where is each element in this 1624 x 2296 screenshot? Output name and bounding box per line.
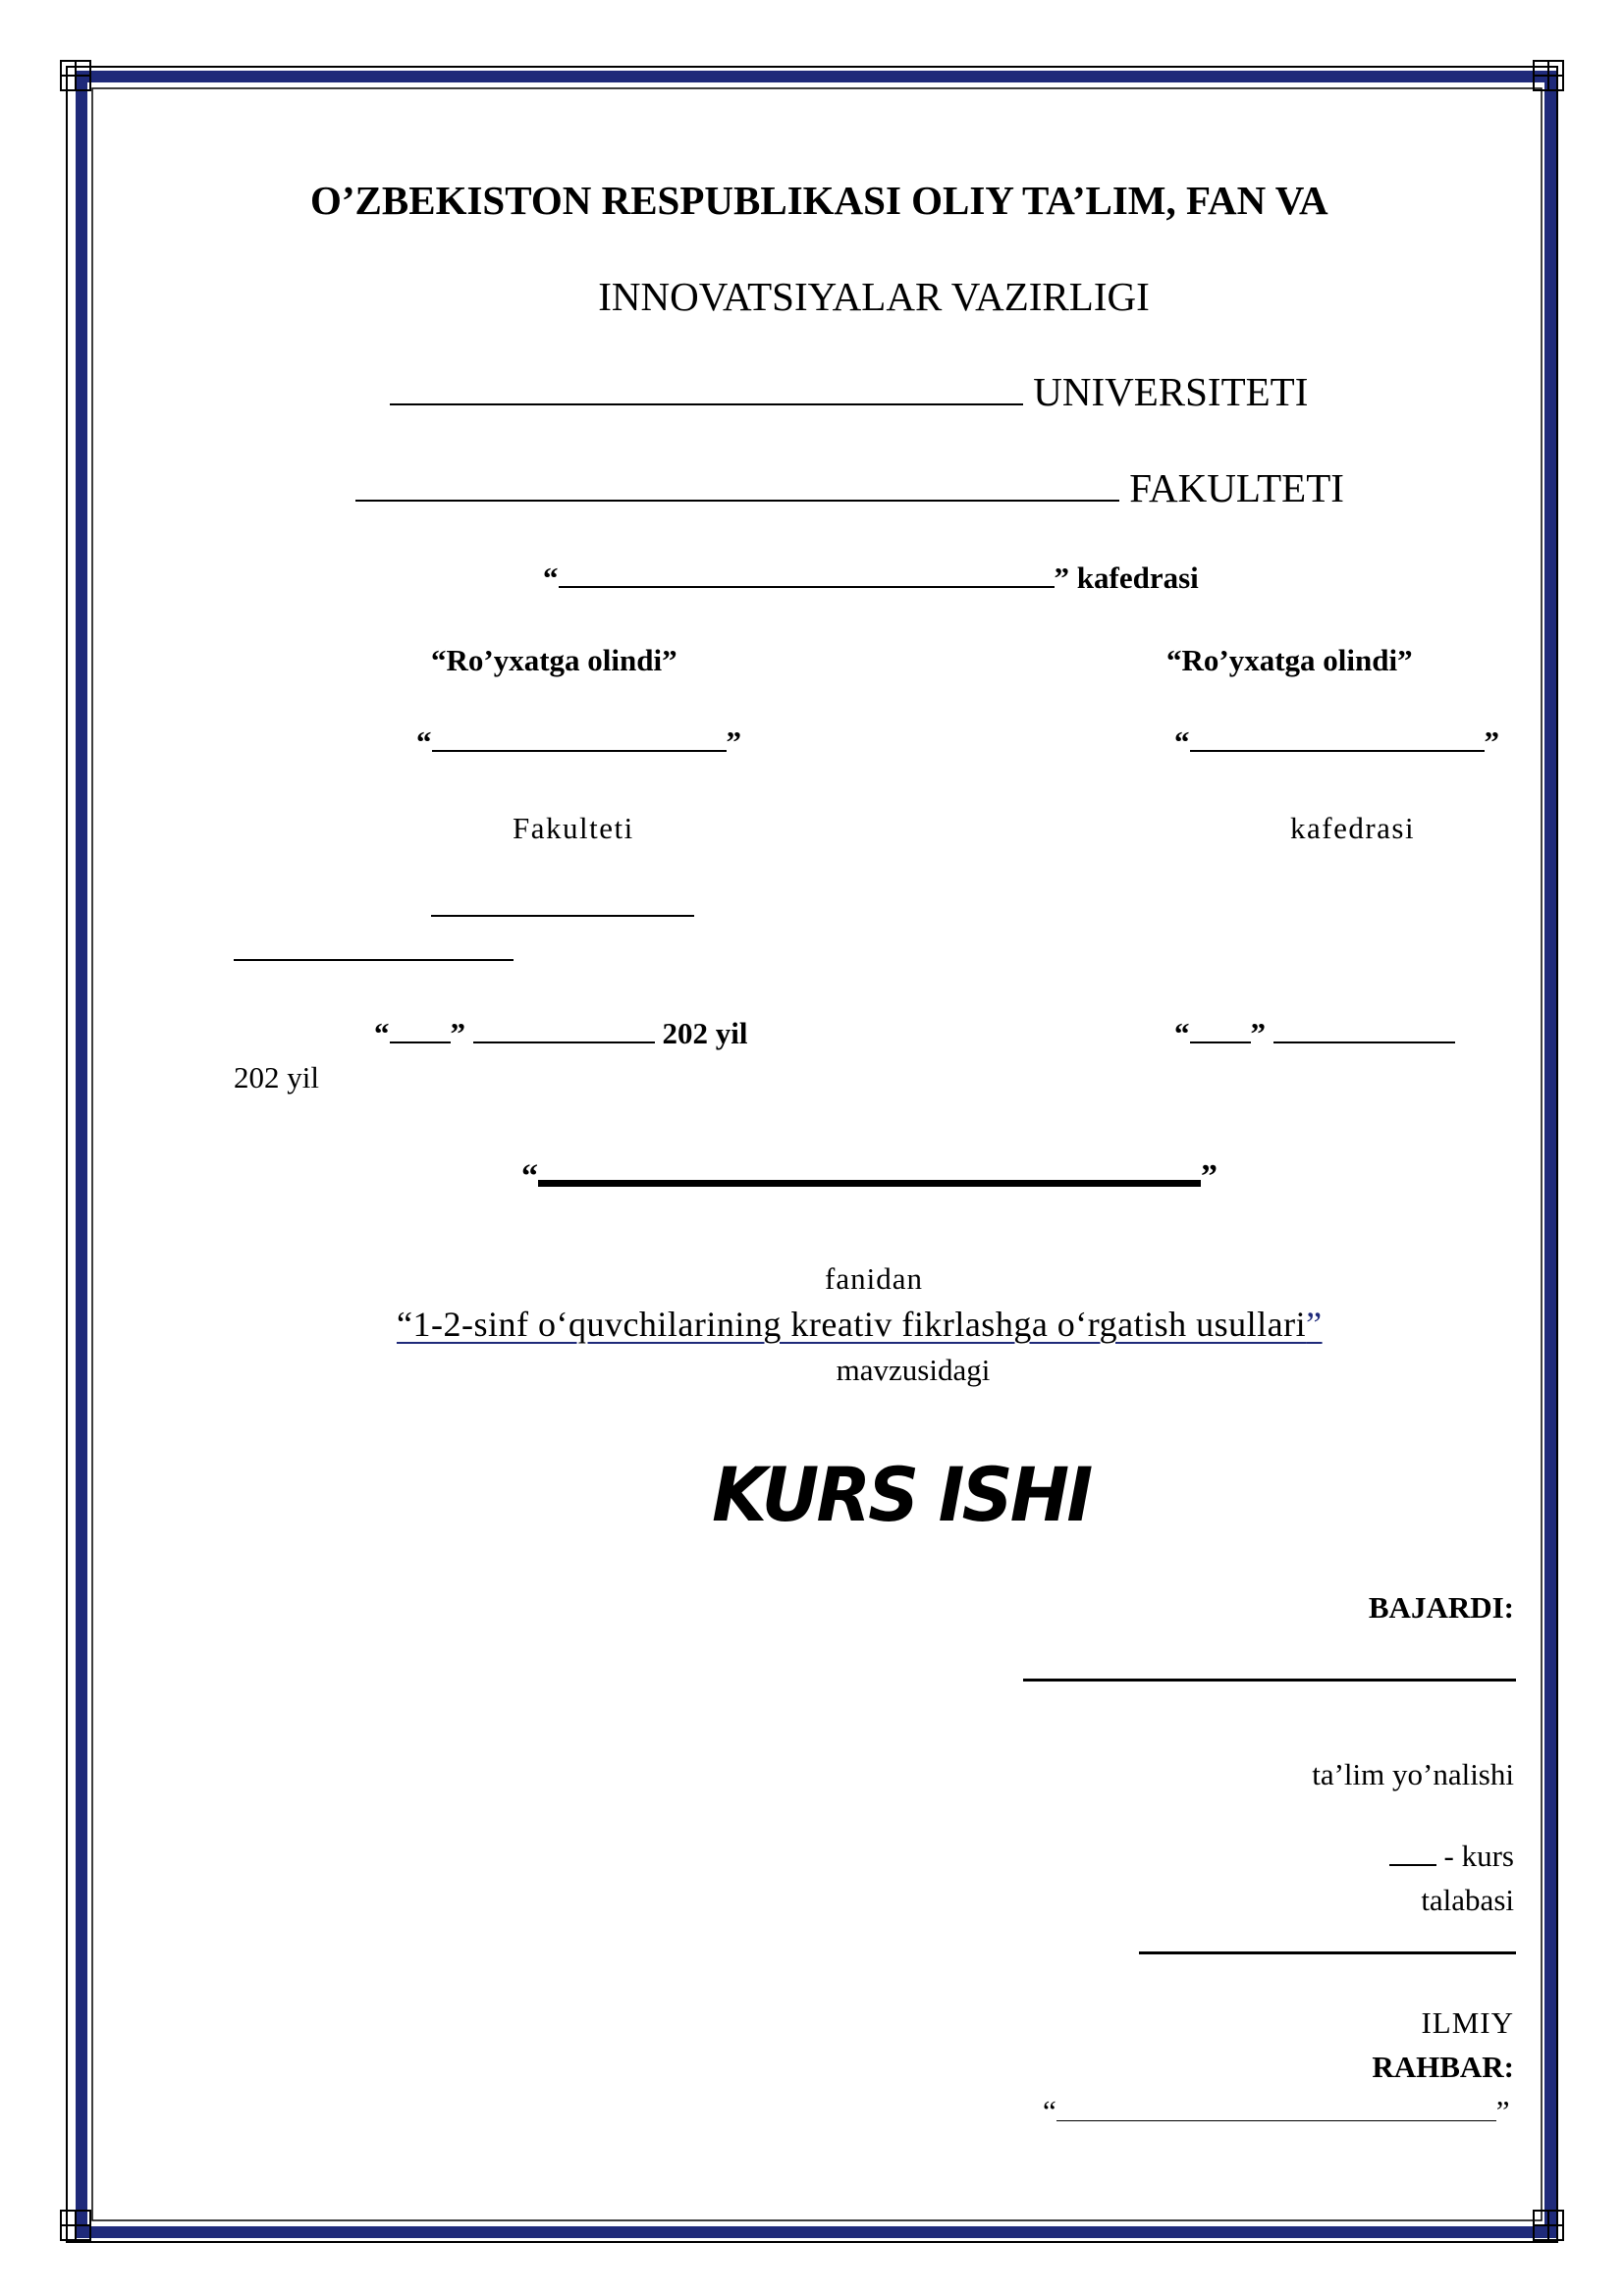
left-date-month-blank [473, 1020, 655, 1043]
registration-left-sign [431, 889, 694, 925]
department-line [543, 561, 1199, 596]
topic-close-quote: ” [1306, 1305, 1323, 1344]
student-label: talabasi [1421, 1883, 1514, 1917]
registration-right-title: “Ro’yxatga olindi” [1166, 643, 1413, 677]
university-line [390, 368, 1308, 415]
right-date-month-blank [1273, 1020, 1455, 1043]
ministry-line-1 [310, 177, 1328, 224]
department-name-blank [559, 564, 1055, 588]
registration-right-date: “ ” [1174, 1016, 1455, 1051]
document-title: KURS ISHI [712, 1451, 1091, 1538]
registration-right-sign-blank [234, 937, 514, 961]
topic-suffix: mavzusidagi [836, 1353, 991, 1387]
registration-right-unit: kafedrasi [1290, 811, 1416, 845]
close-quote: ” [1054, 561, 1069, 595]
direction-label: ta’lim yo’nalishi [1312, 1757, 1514, 1791]
topic-text: “1-2-sinf o‘quvchilarining kreativ fikrlashga o‘rgatish usullari [397, 1305, 1307, 1344]
topic-title [397, 1305, 1323, 1344]
student-signature-line [1139, 1942, 1516, 1959]
right-date-day-blank [1190, 1020, 1251, 1043]
university-label: UNIVERSITETI [1033, 369, 1309, 414]
registration-right-number: “ ” [1174, 724, 1499, 759]
student-name-line [1023, 1669, 1516, 1686]
ministry-line-1-text: O’ZBEKISTON RESPUBLIKASI OLIY TA’LIM, FAN VA [310, 178, 1328, 223]
topic-line [397, 1304, 1323, 1345]
registration-left-date: “ ” 202 yil [374, 1016, 748, 1050]
course-line [1389, 1839, 1514, 1874]
student-signature-blank [1139, 1942, 1516, 1954]
subject-name-line: “ ” [521, 1158, 1218, 1195]
supervisor-name-blank [1056, 2099, 1496, 2121]
registration-right-number-blank [1190, 728, 1485, 752]
ministry-line-2: INNOVATSIYALAR VAZIRLIGI [598, 274, 1150, 319]
faculty-name-blank [355, 470, 1119, 502]
university-name-blank [390, 374, 1023, 405]
registration-left-title: “Ro’yxatga olindi” [431, 643, 677, 677]
department-label: kafedrasi [1076, 561, 1199, 595]
registration-right-date-year: 202 yil [234, 1060, 319, 1095]
supervisor-label-line1: ILMIY [1421, 2005, 1514, 2040]
subject-name-blank [538, 1160, 1201, 1187]
registration-left-unit: Fakulteti [513, 811, 634, 845]
supervisor-label-line2: RAHBAR: [1372, 2050, 1514, 2084]
registration-left-number-blank [432, 728, 727, 752]
course-label: - kurs [1443, 1839, 1514, 1873]
registration-left-number: “ ” [416, 724, 741, 759]
open-quote: “ [543, 561, 559, 595]
left-date-day-blank [390, 1020, 451, 1043]
subject-suffix: fanidan [825, 1261, 923, 1296]
registration-left-sign-blank [431, 893, 694, 917]
faculty-line [355, 464, 1344, 511]
registration-right-sign [234, 934, 514, 969]
student-name-blank [1023, 1669, 1516, 1682]
supervisor-name-line: “ ” [1043, 2094, 1510, 2128]
course-number-blank [1389, 1842, 1436, 1866]
left-date-year: 202 yil [662, 1016, 748, 1050]
completed-label: BAJARDI: [1368, 1590, 1514, 1625]
faculty-label: FAKULTETI [1129, 465, 1344, 510]
